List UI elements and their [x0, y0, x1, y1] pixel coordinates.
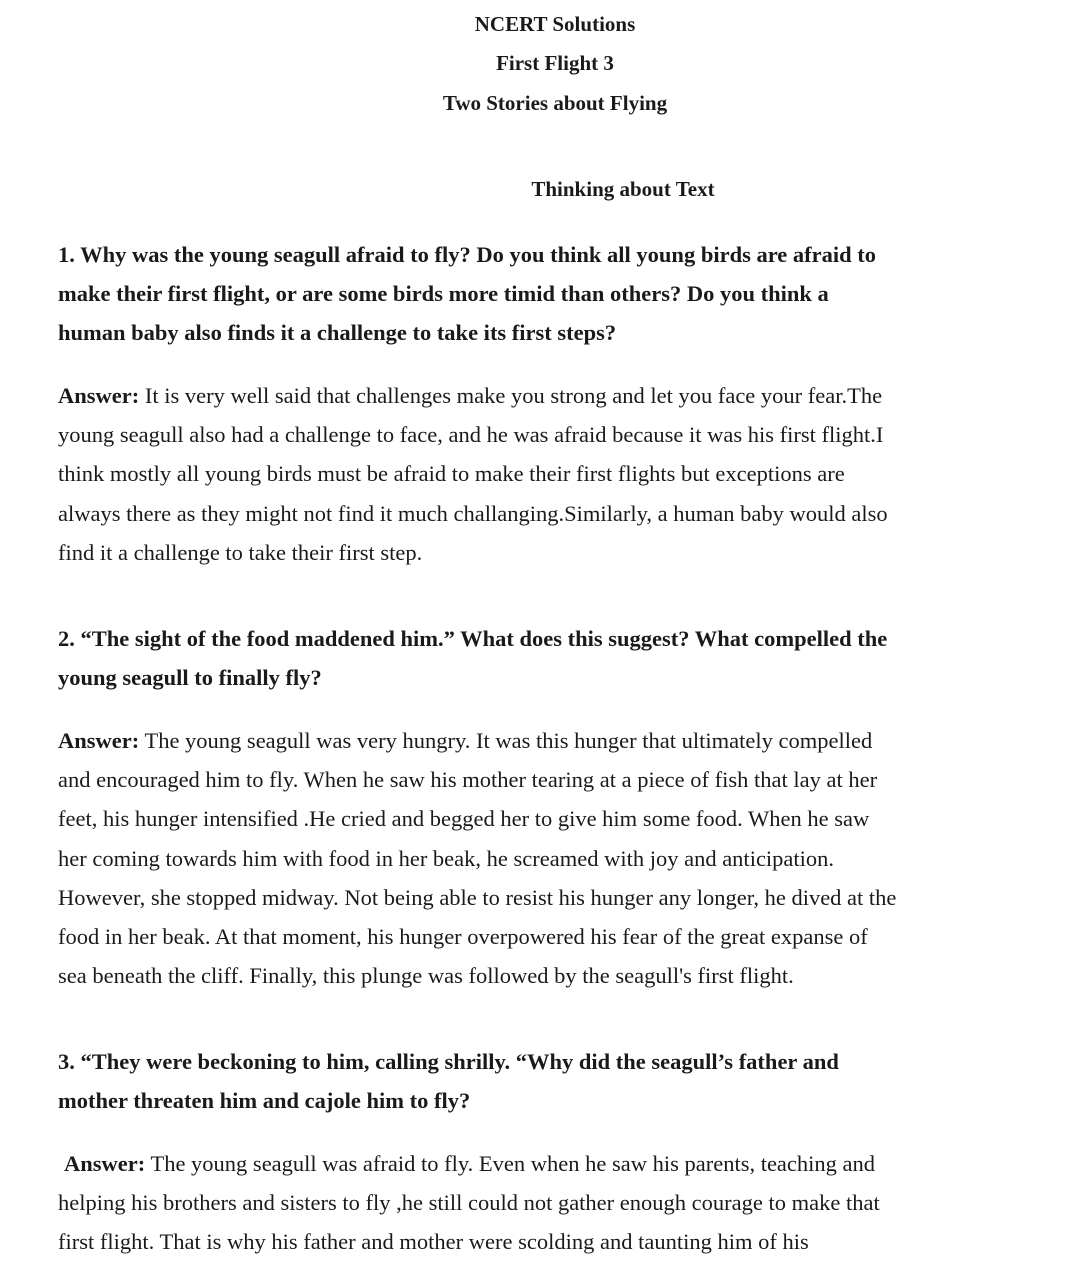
answer-line: It is very well said that challenges make you strong and let you face your fear.The: [139, 383, 883, 408]
answer-line: and encouraged him to fly. When he saw his mother tearing at a piece of fish that lay at her: [58, 767, 878, 793]
question-line: make their first flight, or are some birds more timid than others? Do you think a: [58, 281, 829, 307]
answer-3: [58, 1144, 1065, 1262]
question-3: [58, 1042, 1065, 1120]
question-line: 2. “The sight of the food maddened him.” What does this suggest? What compelled the: [58, 626, 888, 651]
answer-line: food in her beak. At that moment, his hunger overpowered his fear of the great expanse of: [58, 923, 868, 949]
story-title: Two Stories about Flying: [442, 91, 668, 115]
answer-line: The young seagull was afraid to fly. Even when he saw his parents, teaching and: [145, 1151, 876, 1176]
question-line: mother threaten him and cajole him to fly?: [58, 1088, 471, 1114]
answer-line: helping his brothers and sisters to fly ,he still could not gather enough courage to make that: [58, 1190, 880, 1216]
answer-line: her coming towards him with food in her beak, he screamed with joy and anticipation.: [58, 845, 835, 871]
chapter-title: First Flight 3: [496, 51, 614, 75]
answer-line: The young seagull was very hungry. It was this hunger that ultimately compelled: [139, 728, 873, 753]
answer-2: [58, 721, 1065, 995]
answer-line: first flight. That is why his father and mother were scolding and taunting him of his: [58, 1229, 809, 1255]
question-line: 1. Why was the young seagull afraid to fly? Do you think all young birds are afraid to: [58, 242, 877, 267]
answer-label: Answer:: [58, 728, 140, 753]
answer-line: young seagull also had a challenge to face, and he was afraid because it was his first flight.I: [58, 422, 884, 448]
answer-line: find it a challenge to take their first step.: [58, 539, 423, 565]
question-line: human baby also finds it a challenge to take its first steps?: [58, 320, 617, 346]
answer-line: feet, his hunger intensified .He cried and begged her to give him some food. When he saw: [58, 806, 870, 832]
section-heading: Thinking about Text: [531, 177, 715, 201]
answer-1: [58, 376, 1065, 572]
doc-title: NCERT Solutions: [474, 12, 636, 36]
question-line: 3. “They were beckoning to him, calling shrilly. “Why did the seagull’s father and: [58, 1049, 839, 1074]
answer-line: sea beneath the cliff. Finally, this plunge was followed by the seagull's first flight.: [58, 963, 794, 989]
answer-label: Answer:: [64, 1151, 146, 1176]
answer-line: think mostly all young birds must be afraid to make their first flights but exceptions are: [58, 461, 845, 487]
answer-line: always there as they might not find it much challanging.Similarly, a human baby would also: [58, 500, 888, 526]
answer-label: Answer:: [58, 383, 140, 408]
question-1: [58, 235, 1065, 353]
answer-line: However, she stopped midway. Not being able to resist his hunger any longer, he dived at the: [58, 884, 897, 910]
question-line: young seagull to finally fly?: [58, 665, 322, 691]
question-2: [58, 619, 1065, 697]
